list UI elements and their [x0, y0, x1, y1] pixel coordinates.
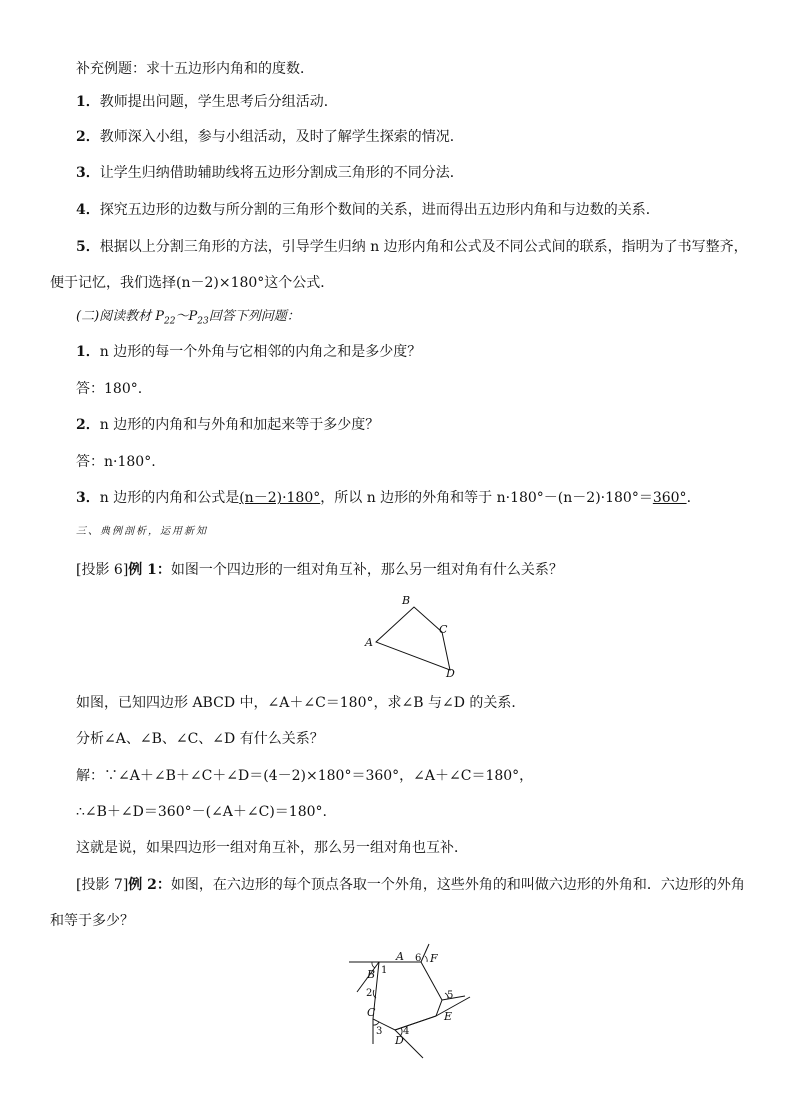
step-4: 4．探究五边形的边数与所分割的三角形个数间的关系，进而得出五边形内角和与边数的关系． — [76, 202, 660, 218]
quadrilateral-figure — [360, 590, 470, 685]
step-3: 3．让学生归纳借助辅助线将五边形分割成三角形的不同分法． — [76, 165, 464, 181]
label-a: A — [365, 636, 373, 649]
example-2-continued: 和等于多少？ — [50, 913, 134, 929]
example-2-prompt: [投影 7]例 2：如图，在六边形的每个顶点各取一个外角，这些外角的和叫做六边形的外角和．六边形的外角 — [76, 877, 745, 893]
label-f: F — [430, 952, 438, 965]
label-e: E — [444, 1010, 453, 1023]
answer-2: 答：n·180°. — [76, 454, 156, 470]
example-1-conclusion: 这就是说，如果四边形一组对角互补，那么另一组对角也互补． — [76, 840, 468, 856]
label-c: C — [367, 1006, 376, 1019]
answer-1: 答：180°. — [76, 381, 143, 397]
angle-2: 2 — [366, 988, 373, 999]
question-1: 1．n 边形的每一个外角与它相邻的内角之和是多少度？ — [76, 344, 422, 360]
supplement-example: 补充例题：求十五边形内角和的度数． — [76, 61, 314, 77]
example-1-analysis: 分析∠A、∠B、∠C、∠D 有什么关系？ — [76, 731, 324, 747]
question-2: 2．n 边形的内角和与外角和加起来等于多少度？ — [76, 417, 380, 433]
angle-3: 3 — [376, 1026, 383, 1037]
example-1-solution-1: 解：∵∠A＋∠B＋∠C＋∠D＝(4－2)×180°＝360°，∠A＋∠C＝180°， — [76, 768, 534, 784]
step-5: 5．根据以上分割三角形的方法，引导学生归纳 n 边形内角和公式及不同公式间的联系，指明为了书写整齐， — [76, 239, 748, 255]
label-b: B — [402, 594, 411, 607]
example-1-solution-2: ∴∠B＋∠D＝360°－(∠A＋∠C)＝180°. — [76, 804, 327, 820]
example-1-prompt: [投影 6]例 1：如图一个四边形的一组对角互补，那么另一组对角有什么关系？ — [76, 562, 563, 578]
label-d: D — [446, 667, 455, 680]
example-1-given: 如图，已知四边形 ABCD 中，∠A＋∠C＝180°，求∠B 与∠D 的关系． — [76, 695, 526, 711]
hexagon-figure — [345, 940, 480, 1065]
label-d: D — [395, 1034, 404, 1047]
step-2: 2．教师深入小组，参与小组活动，及时了解学生探索的情况． — [76, 129, 464, 145]
question-3: 3．n 边形的内角和公式是(n－2)·180°，所以 n 边形的外角和等于 n·180°－(n－2)·180°＝360°. — [76, 490, 692, 506]
label-c: C — [439, 623, 448, 636]
reading-heading: (二)阅读教材 $P_{22}\sim P_{23}$回答下列问题： — [76, 309, 300, 327]
label-b: B — [367, 968, 376, 981]
step-5-continued: 便于记忆，我们选择(n－2)×180°这个公式． — [50, 275, 335, 291]
angle-6: 6 — [415, 953, 422, 964]
angle-4: 4 — [403, 1026, 410, 1037]
section-3-heading: 三、典例剖析，运用新知 — [76, 526, 208, 537]
label-a: A — [396, 950, 404, 963]
step-1: 1．教师提出问题，学生思考后分组活动． — [76, 94, 338, 110]
angle-1: 1 — [381, 965, 388, 976]
angle-5: 5 — [447, 990, 454, 1001]
quadrilateral-abcd — [376, 607, 450, 670]
